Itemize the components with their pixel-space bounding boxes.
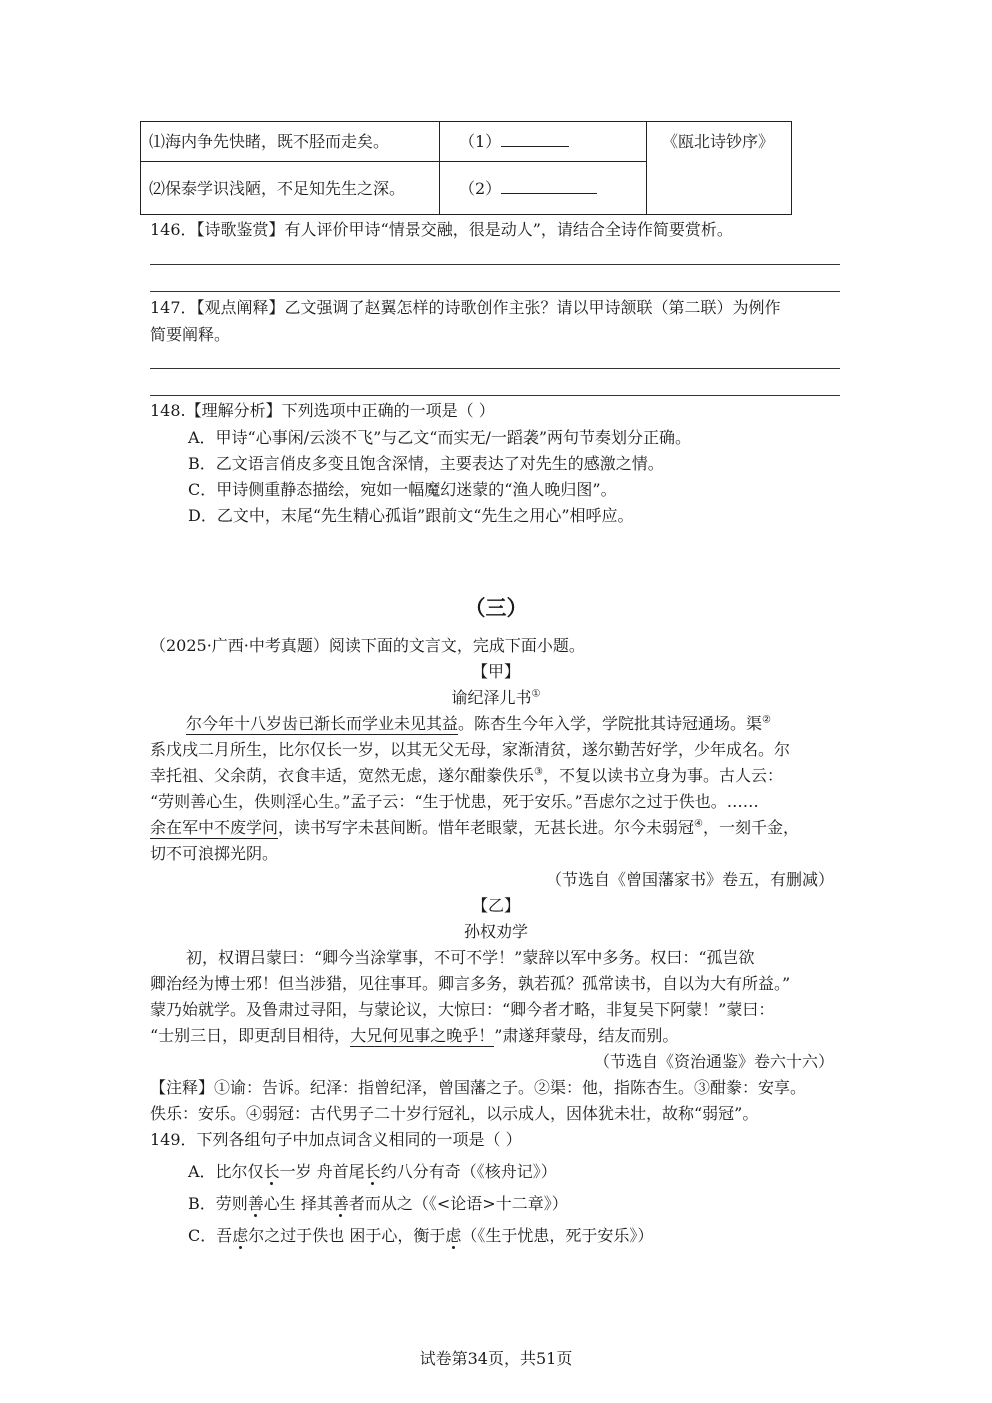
table-row1-sentence: ⑴海内争先快睹，既不胫而走矣。	[149, 132, 390, 151]
yi-line2: 卿治经为博士邪！但当涉猎，见往事耳。卿言多务，孰若孤？孤常读书，自以为大有所益。”	[150, 974, 791, 993]
page-footer: 试卷第34页，共51页	[419, 1349, 573, 1368]
section-heading: （三）	[464, 595, 528, 620]
answer-line	[150, 395, 840, 396]
notes-line1: 【注释】①谕：告诉。纪泽：指曾纪泽，曾国藩之子。②渠：他，指陈杏生。③酣豢：安享。	[150, 1078, 807, 1097]
question-148-option-a: A．甲诗“心事闲/云淡不飞”与乙文“而实无/一蹈袭”两句节奏划分正确。	[188, 428, 692, 447]
section-intro: （2025·广西·中考真题）阅读下面的文言文，完成下面小题。	[150, 636, 585, 655]
question-146: 146．【诗歌鉴赏】有人评价甲诗“情景交融，很是动人”，请结合全诗作简要赏析。	[150, 220, 733, 239]
question-148-option-c: C．甲诗侧重静态描绘，宛如一幅魔幻迷蒙的“渔人晚归图”。	[188, 480, 617, 499]
yi-title: 孙权劝学	[463, 922, 528, 941]
question-148-option-d: D．乙文中，末尾“先生精心孤诣”跟前文“先生之用心”相呼应。	[188, 506, 634, 525]
table-row2-answer: （2）	[459, 176, 597, 202]
question-149-stem: 149．下列各组句子中加点词含义相同的一项是（ ）	[150, 1130, 522, 1149]
underlined-sentence: 尔今年十八岁齿已渐长而学业未见其益	[186, 714, 459, 733]
question-148-stem: 148.【理解分析】下列选项中正确的一项是（ ）	[150, 401, 495, 420]
dotted-char: 善	[332, 1194, 349, 1213]
dotted-char: 虑	[445, 1226, 462, 1245]
question-147-line2: 简要阐释。	[150, 325, 231, 344]
jia-line5: 余在军中不废学问，读书写字未甚间断。惜年老眼蒙，无甚长进。尔今未弱冠④，一刻千金，	[150, 818, 800, 837]
table-source: 《瓯北诗钞序》	[662, 132, 775, 151]
jia-line1: 尔今年十八岁齿已渐长而学业未见其益。陈杏生今年入学，学院批其诗冠通场。渠②	[186, 714, 771, 733]
table-divider	[439, 122, 440, 214]
dotted-char: 善	[247, 1194, 264, 1213]
yi-label: 【乙】	[471, 896, 520, 915]
question-148-option-b: B．乙文语言俏皮多变且饱含深情，主要表达了对先生的感激之情。	[188, 454, 664, 473]
yi-line1: 初，权谓吕蒙曰：“卿今当涂掌事，不可不学！”蒙辞以军中多务。权曰：“孤岂欲	[186, 948, 755, 967]
yi-line4: “士别三日，即更刮目相待，大兄何见事之晚乎！”肃遂拜蒙母，结友而别。	[150, 1026, 679, 1045]
jia-line3: 幸托祖、父余荫，衣食丰适，宽然无虑，遂尔酣豢佚乐③，不复以读书立身为事。古人云：	[150, 766, 783, 785]
notes-line2: 佚乐：安乐。④弱冠：古代男子二十岁行冠礼，以示成人，因体犹未壮，故称“弱冠”。	[150, 1104, 759, 1123]
question-149-option-b: B．劳则善心生 择其善者而从之（《<论语>十二章》）	[188, 1194, 568, 1213]
underlined-sentence: 大兄何见事之晚乎！	[350, 1026, 495, 1045]
jia-label: 【甲】	[471, 662, 520, 681]
answer-line	[150, 291, 840, 292]
yi-line3: 蒙乃始就学。及鲁肃过寻阳，与蒙论议，大惊曰：“卿今者才略，非复吴下阿蒙！”蒙曰：	[150, 1000, 775, 1019]
yi-source: （节选自《资治通鉴》卷六十六）	[593, 1052, 834, 1071]
underlined-sentence: 余在军中不废学问	[150, 818, 279, 837]
jia-line6: 切不可浪掷光阴。	[150, 844, 279, 863]
jia-source: （节选自《曾国藩家书》卷五，有删减）	[545, 870, 834, 889]
question-147-line1: 147．【观点阐释】乙文强调了赵翼怎样的诗歌创作主张？请以甲诗颔联（第二联）为例作	[150, 298, 781, 317]
dotted-char: 长	[263, 1162, 280, 1181]
translation-table	[140, 121, 792, 215]
question-149-option-a: A．比尔仅长一岁 舟首尾长约八分有奇（《核舟记》）	[188, 1162, 557, 1181]
dotted-char: 长	[364, 1162, 381, 1181]
table-row2-sentence: ⑵保泰学识浅陋，不足知先生之深。	[149, 179, 406, 198]
jia-line2: 系戊戌二月所生，比尔仅长一岁，以其无父无母，家渐清贫，遂尔勤苦好学，少年成名。尔	[150, 740, 791, 759]
jia-title: 谕纪泽儿书①	[451, 688, 541, 707]
table-row-divider	[141, 161, 646, 162]
dotted-char: 虑	[232, 1226, 249, 1245]
answer-line	[150, 264, 840, 265]
question-149-option-c: C．吾虑尔之过于佚也 困于心，衡于虑（《生于忧患，死于安乐》）	[188, 1226, 654, 1245]
answer-line	[150, 368, 840, 369]
jia-line4: “劳则善心生，佚则淫心生。”孟子云：“生于忧患，死于安乐。”吾虑尔之过于佚也。……	[150, 792, 759, 811]
table-row1-answer: （1）	[459, 129, 569, 155]
table-divider	[646, 122, 647, 214]
